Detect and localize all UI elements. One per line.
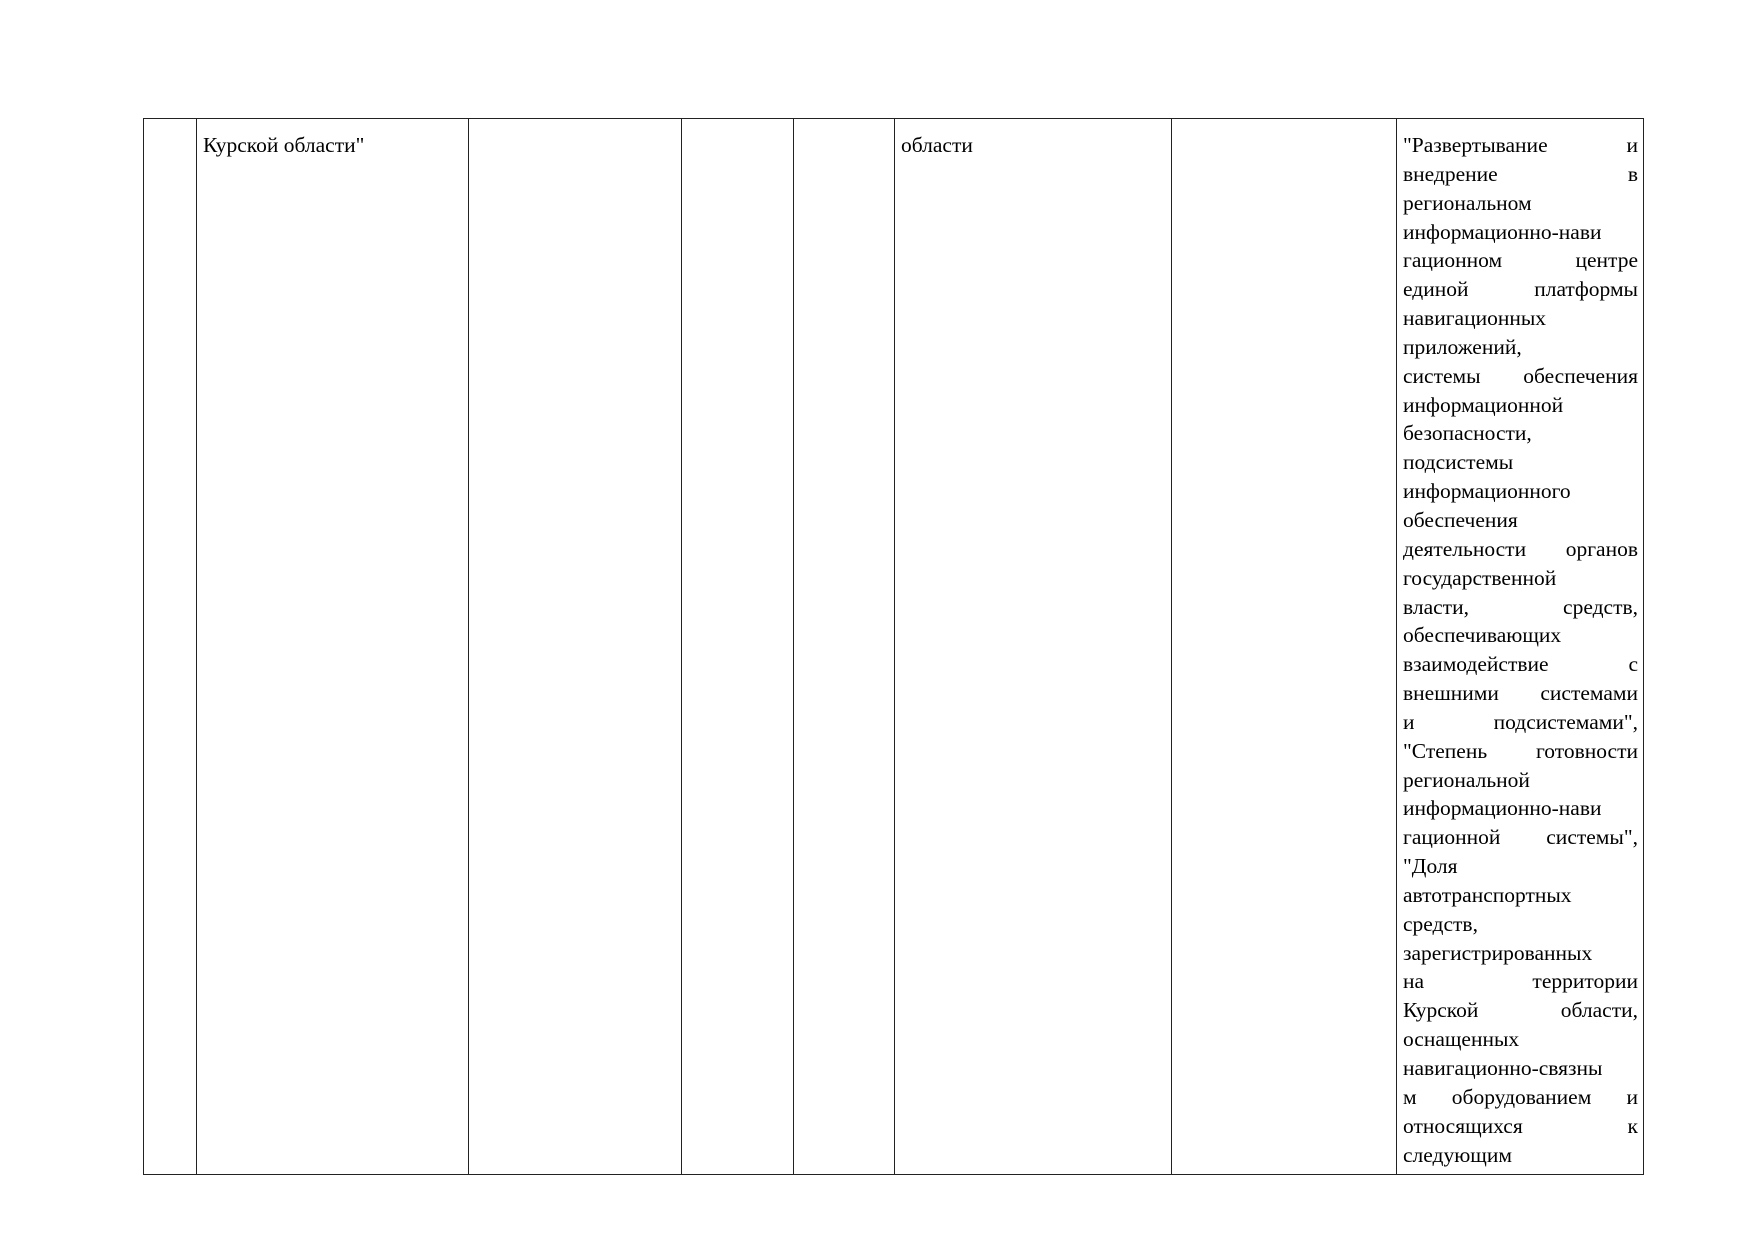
indicator-text-line: средств,	[1403, 911, 1478, 936]
indicator-text-line: власти, средств,	[1403, 594, 1638, 619]
indicator-text-line: навигационно-связны	[1403, 1056, 1603, 1080]
indicator-text-line: деятельности органов	[1403, 536, 1638, 561]
indicator-text-line: обеспечивающих	[1403, 623, 1562, 648]
indicator-text-line: гационной системы",	[1403, 825, 1638, 850]
indicator-text-line: и подсистемами",	[1403, 709, 1638, 734]
cell-col3	[469, 119, 682, 1175]
indicator-text-line: единой платформы	[1403, 277, 1638, 302]
responsible-text: области	[901, 133, 973, 157]
indicator-text-line: взаимодействие с	[1403, 652, 1638, 677]
indicator-text-line: государственной	[1403, 565, 1557, 590]
cell-responsible	[895, 119, 1172, 1175]
cell-col4	[682, 119, 794, 1175]
indicator-text-line: внешними системами	[1403, 681, 1638, 706]
indicator-text-line: "Доля	[1403, 854, 1458, 879]
indicators-text	[1397, 119, 1643, 1169]
indicator-text-line: региональном	[1403, 190, 1532, 215]
indicator-text-line: системы обеспечения	[1403, 363, 1638, 388]
indicator-text-line: информационного	[1403, 479, 1571, 504]
cell-col7	[1172, 119, 1397, 1175]
cell-program-name	[197, 119, 469, 1175]
indicator-text-line: следующим	[1403, 1142, 1512, 1167]
indicator-text-line: навигационных	[1403, 306, 1547, 331]
indicator-text-line: зарегистрированных	[1403, 940, 1593, 965]
indicator-text-line: подсистемы	[1403, 450, 1514, 475]
table-row	[144, 119, 1644, 1175]
indicator-text-line: м оборудованием и	[1403, 1084, 1638, 1109]
indicator-text-line: информационно-нави	[1403, 796, 1602, 821]
indicator-text-line: относящихся к	[1403, 1113, 1638, 1138]
indicator-text-line: оснащенных	[1403, 1027, 1520, 1052]
cell-number	[144, 119, 197, 1175]
indicator-text-line: автотранспортных	[1403, 882, 1572, 907]
indicator-text-line: гационном центре	[1403, 248, 1638, 273]
indicator-text-line: "Развертывание и	[1403, 133, 1638, 157]
indicator-text-line: приложений,	[1403, 334, 1522, 359]
document-table	[143, 118, 1644, 1175]
indicator-text-line: на территории	[1403, 969, 1638, 994]
indicator-text-line: информационной	[1403, 392, 1564, 417]
indicator-text-line: "Степень готовности	[1403, 738, 1638, 763]
indicator-text-line: Курской области,	[1403, 998, 1638, 1023]
indicator-text-line: региональной	[1403, 767, 1530, 792]
program-name-text: Курской области"	[203, 133, 365, 157]
indicator-text-line: безопасности,	[1403, 421, 1532, 446]
cell-indicators	[1397, 119, 1644, 1175]
indicator-text-line: информационно-нави	[1403, 219, 1602, 244]
cell-col5	[794, 119, 895, 1175]
indicator-text-line: внедрение в	[1403, 161, 1638, 186]
indicator-text-line: обеспечения	[1403, 507, 1518, 532]
